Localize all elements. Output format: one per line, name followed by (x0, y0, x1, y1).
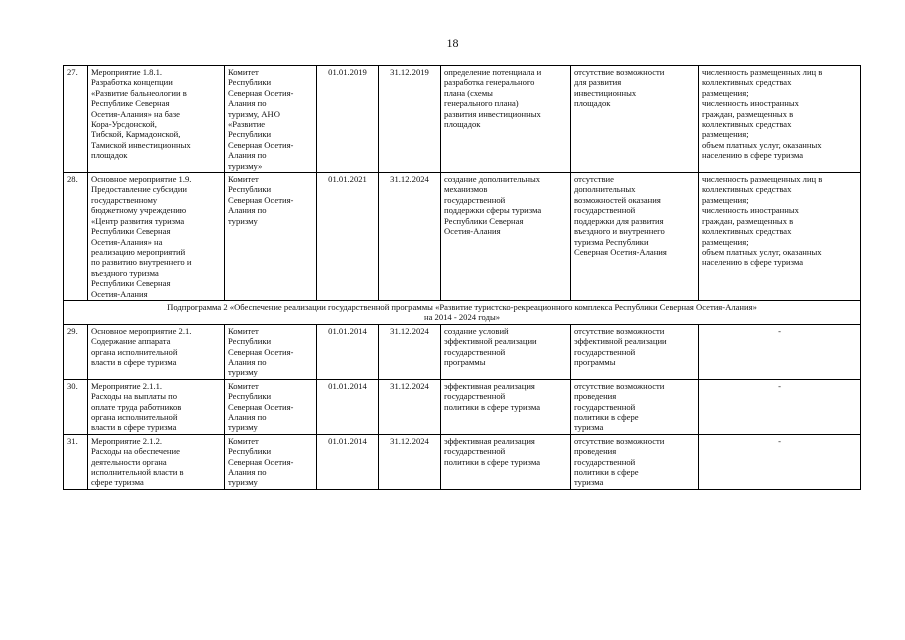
indicator-line: объем платных услуг, оказанных (702, 139, 822, 150)
measure-name-line: площадок (91, 150, 128, 161)
row-number-cell: 30. (64, 379, 88, 434)
measure-name-cell (88, 66, 225, 173)
subprogram-title-line-1: Подпрограмма 2 «Обеспечение реализации государственной программы «Развитие туристско-рекреационного комплекса Республики Северная Осетия-Алания» (167, 301, 757, 312)
executor-line: Северная Осетия- (228, 139, 294, 150)
executor-line: Республики (228, 129, 272, 140)
consequence-line: туризма (574, 477, 604, 488)
indicator-line: размещения; (702, 87, 749, 98)
page-number: 18 (446, 36, 459, 50)
indicator-line: объем платных услуг, оказанных (702, 246, 822, 257)
executor-line: туризму (228, 215, 258, 226)
expected-result-line: государственной (444, 446, 506, 457)
indicator-line: численность иностранных (702, 98, 799, 109)
measure-name-line: Осетия-Алания» на базе (91, 108, 180, 119)
consequence-line: туризма (574, 422, 604, 433)
expected-result-line: разработка генерального (444, 77, 535, 88)
expected-result-line: эффективной реализации (444, 336, 537, 347)
executor-cell (225, 379, 317, 434)
consequence-line: отсутствие возможности (574, 325, 665, 336)
expected-result-line: государственной (444, 194, 506, 205)
executor-line: Северная Осетия- (228, 401, 294, 412)
consequence-line: возможностей оказания (574, 194, 661, 205)
measure-name-cell (88, 324, 225, 379)
table-row (64, 173, 861, 301)
indicator-line: коллективных средствах (702, 184, 792, 195)
measure-name-line: Расходы на выплаты по (91, 391, 178, 402)
executor-line: Алания по (228, 412, 267, 422)
measure-name-line: Предоставление субсидии (91, 184, 188, 195)
consequence-line: поддержки для развития (574, 215, 664, 226)
indicator-line: размещения; (702, 194, 749, 205)
indicator-line: граждан, размещенных в (702, 108, 794, 119)
executor-cell (225, 434, 317, 489)
measure-name-line: Мероприятие 1.8.1. (91, 67, 163, 77)
indicator-line: численность иностранных (702, 205, 799, 216)
indicator-line: коллективных средствах (702, 119, 792, 130)
expected-result-line: политики в сфере туризма (444, 456, 541, 467)
start-date-cell: 01.01.2021 (317, 173, 379, 301)
measure-name-line: Тибской, Кармадонской, (91, 129, 181, 140)
start-date-cell: 01.01.2014 (317, 434, 379, 489)
expected-result-line: поддержки сферы туризма (444, 205, 542, 216)
expected-result-line: создание дополнительных (444, 174, 541, 185)
consequence-cell (571, 324, 699, 379)
indicator-line: численность размещенных лиц в (702, 67, 823, 77)
measure-name-line: Республике Северная (91, 98, 170, 109)
consequence-line: государственной (574, 205, 636, 216)
indicator-cell: - (699, 379, 861, 434)
table-body-subprogram-1 (64, 66, 861, 301)
expected-result-line: политики в сфере туризма (444, 401, 541, 412)
indicator-line: населению в сфере туризма (702, 257, 804, 268)
expected-result-cell (441, 379, 571, 434)
row-number-cell: 31. (64, 434, 88, 489)
expected-result-cell (441, 173, 571, 301)
executor-line: Алания по (228, 467, 267, 478)
executor-line: Северная Осетия- (228, 456, 294, 467)
indicator-cell (699, 66, 861, 173)
measure-name-cell (88, 173, 225, 301)
consequence-line: государственной (574, 456, 636, 467)
consequence-line: Северная Осетия-Алания (574, 246, 667, 257)
measure-name-line: Республики Северная (91, 278, 171, 289)
expected-result-line: генерального плана) (444, 98, 519, 109)
measure-name-line: Осетия-Алания» на (91, 236, 163, 247)
subprogram-row (64, 300, 861, 324)
consequence-line: проведения (574, 391, 617, 402)
expected-result-line: Республики Северная (444, 215, 524, 226)
measure-name-line: Основное мероприятие 2.1. (91, 325, 192, 336)
measure-name-line: въездного туризма (91, 267, 159, 278)
consequence-line: инвестиционных (574, 87, 637, 98)
measure-name-line: власти в сфере туризма (91, 356, 177, 367)
expected-result-line: площадок (444, 119, 481, 130)
consequence-line: дополнительных (574, 184, 636, 195)
executor-line: «Развитие (228, 119, 266, 130)
indicator-cell (699, 173, 861, 301)
end-date-cell: 31.12.2019 (379, 66, 441, 173)
consequence-line: для развития (574, 77, 622, 88)
executor-line: туризму (228, 367, 258, 378)
expected-result-line: эффективная реализация (444, 380, 535, 391)
measure-name-line: «Развитие бальнеологии в (91, 87, 187, 98)
executor-line: Алания по (228, 205, 267, 216)
executor-line: Республики (228, 446, 272, 457)
measure-name-line: органа исполнительной (91, 412, 178, 422)
measure-name-line: деятельности органа (91, 456, 167, 467)
measure-name-line: Кора-Урсдонской, (91, 119, 157, 130)
row-number-cell: 28. (64, 173, 88, 301)
executor-line: Комитет (228, 380, 259, 391)
expected-result-cell (441, 434, 571, 489)
indicator-line: численность размещенных лиц в (702, 174, 823, 185)
consequence-line: площадок (574, 98, 611, 109)
executor-line: туризму» (228, 160, 263, 171)
executor-line: Республики (228, 336, 272, 347)
measure-name-cell (88, 434, 225, 489)
consequence-line: программы (574, 356, 616, 367)
expected-result-line: государственной (444, 391, 506, 402)
end-date-cell: 31.12.2024 (379, 324, 441, 379)
measure-name-line: Разработка концепции (91, 77, 173, 88)
table-row (64, 66, 861, 173)
start-date-cell: 01.01.2014 (317, 379, 379, 434)
executor-line: Алания по (228, 150, 267, 161)
executor-line: Северная Осетия- (228, 87, 294, 98)
measure-name-line: Основное мероприятие 1.9. (91, 174, 192, 185)
measure-name-line: бюджетному учреждению (91, 205, 187, 216)
consequence-line: политики в сфере (574, 412, 639, 422)
measure-name-line: реализацию мероприятий (91, 246, 186, 257)
executor-line: Северная Осетия- (228, 346, 294, 357)
measure-name-line: Республики Северная (91, 226, 171, 237)
measure-name-line: «Центр развития туризма (91, 215, 185, 226)
executor-line: туризму (228, 422, 258, 433)
indicator-cell: - (699, 434, 861, 489)
expected-result-line: плана (схемы (444, 87, 493, 98)
executor-line: Республики (228, 184, 272, 195)
executor-line: Республики (228, 391, 272, 402)
expected-result-cell (441, 66, 571, 173)
indicator-line: населению в сфере туризма (702, 150, 804, 161)
executor-cell (225, 173, 317, 301)
row-number-cell: 29. (64, 324, 88, 379)
executor-line: Комитет (228, 174, 259, 185)
expected-result-cell (441, 324, 571, 379)
measure-name-line: Содержание аппарата (91, 336, 171, 347)
expected-result-line: эффективная реализация (444, 435, 535, 446)
consequence-line: въездного и внутреннего (574, 226, 665, 237)
executor-cell (225, 324, 317, 379)
consequence-line: отсутствие возможности (574, 435, 665, 446)
consequence-cell (571, 66, 699, 173)
consequence-cell (571, 173, 699, 301)
measure-name-line: власти в сфере туризма (91, 422, 177, 433)
measure-name-cell (88, 379, 225, 434)
expected-result-line: Осетия-Алания (444, 226, 501, 237)
indicator-line: коллективных средствах (702, 226, 792, 237)
expected-result-line: развития инвестиционных (444, 108, 541, 119)
expected-result-line: определение потенциала и (444, 67, 542, 77)
measure-name-line: Тамиской инвестиционных (91, 139, 191, 150)
measures-table (63, 65, 861, 490)
table-row (64, 434, 861, 489)
executor-line: Алания по (228, 98, 267, 109)
consequence-line: туризма Республики (574, 236, 649, 247)
executor-line: туризму, АНО (228, 108, 280, 119)
start-date-cell: 01.01.2014 (317, 324, 379, 379)
indicator-line: коллективных средствах (702, 77, 792, 88)
consequence-line: государственной (574, 346, 636, 357)
start-date-cell: 01.01.2019 (317, 66, 379, 173)
measure-name-line: Мероприятие 2.1.2. (91, 435, 163, 446)
executor-line: туризму (228, 477, 258, 488)
indicator-cell: - (699, 324, 861, 379)
measure-name-line: сфере туризма (91, 477, 144, 488)
consequence-line: отсутствие возможности (574, 380, 665, 391)
subprogram-header-body (64, 300, 861, 324)
executor-line: Алания по (228, 356, 267, 367)
executor-line: Республики (228, 77, 272, 88)
executor-line: Северная Осетия- (228, 194, 294, 205)
measure-name-line: государственному (91, 194, 158, 205)
consequence-line: отсутствие возможности (574, 67, 665, 77)
subprogram-title (64, 300, 861, 324)
expected-result-line: создание условий (444, 325, 509, 336)
subprogram-title-line-2: на 2014 - 2024 годы» (423, 312, 501, 323)
row-number-cell: 27. (64, 66, 88, 173)
measure-name-line: органа исполнительной (91, 346, 178, 357)
consequence-cell (571, 434, 699, 489)
end-date-cell: 31.12.2024 (379, 173, 441, 301)
end-date-cell: 31.12.2024 (379, 379, 441, 434)
consequence-line: эффективной реализации (574, 336, 667, 347)
executor-cell (225, 66, 317, 173)
table-row (64, 379, 861, 434)
executor-line: Комитет (228, 435, 259, 446)
expected-result-line: механизмов (444, 184, 488, 195)
measure-name-line: Расходы на обеспечение (91, 446, 180, 457)
expected-result-line: программы (444, 356, 486, 367)
expected-result-line: государственной (444, 346, 506, 357)
consequence-cell (571, 379, 699, 434)
executor-line: Комитет (228, 325, 259, 336)
measure-name-line: исполнительной власти в (91, 467, 184, 478)
measure-name-line: оплате труда работников (91, 401, 182, 412)
indicator-line: граждан, размещенных в (702, 215, 794, 226)
consequence-line: политики в сфере (574, 467, 639, 478)
consequence-line: проведения (574, 446, 617, 457)
table-row (64, 324, 861, 379)
measure-name-line: по развитию внутреннего и (91, 257, 192, 268)
measure-name-line: Осетия-Алания (91, 288, 148, 299)
consequence-line: государственной (574, 401, 636, 412)
indicator-line: размещения; (702, 129, 749, 140)
end-date-cell: 31.12.2024 (379, 434, 441, 489)
consequence-line: отсутствие (574, 174, 614, 185)
executor-line: Комитет (228, 67, 259, 77)
indicator-line: размещения; (702, 236, 749, 247)
table-body-subprogram-2 (64, 324, 861, 489)
measure-name-line: Мероприятие 2.1.1. (91, 380, 163, 391)
